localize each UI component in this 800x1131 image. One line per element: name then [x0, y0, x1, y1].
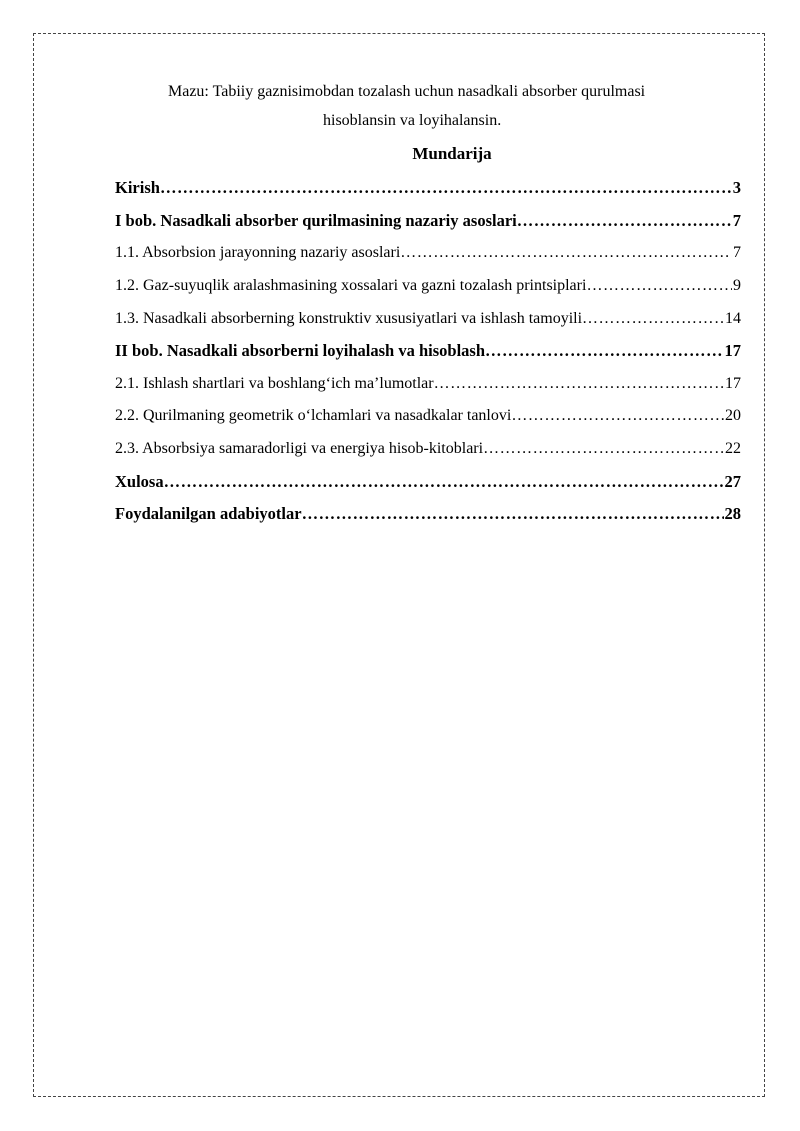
toc-entry-title: I bob. Nasadkali absorber qurilmasining nazariy asoslari — [115, 210, 517, 230]
topic-line-2: hisoblansin va loyihalansin. — [323, 112, 502, 129]
toc-dot-leader — [434, 375, 724, 393]
toc-entry-title: 1.1. Absorbsion jarayonning nazariy asoslari — [115, 244, 401, 262]
toc-entry-page: 14 — [725, 309, 741, 327]
toc-entry-page: 28 — [724, 504, 741, 524]
toc-entry-page: 3 — [732, 178, 741, 198]
toc-dot-leader — [517, 211, 732, 231]
toc-entry — [115, 205, 741, 238]
toc-entry-page: 9 — [733, 277, 741, 295]
toc-entry-title: II bob. Nasadkali absorberni loyihalash va hisoblash — [115, 341, 486, 361]
document-topic — [0, 77, 800, 135]
toc-entry-page: 20 — [725, 407, 741, 425]
toc-entry — [115, 172, 741, 205]
toc-entry-title: Foydalanilgan adabiyotlar — [115, 504, 302, 524]
toc-entry — [115, 433, 741, 466]
toc-entry-page: 7 — [733, 244, 741, 262]
toc-dot-leader — [586, 277, 732, 295]
toc-entry-title: 1.2. Gaz-suyuqlik aralashmasining xossalari va gazni tozalash printsiplari — [115, 277, 587, 295]
toc-dot-leader — [164, 472, 724, 492]
toc-entry-title: 1.3. Nasadkali absorberning konstruktiv xususiyatlari va ishlash tamoyili — [115, 309, 583, 327]
toc-entry — [115, 302, 741, 335]
toc-entry — [115, 368, 741, 401]
toc-entry-page: 7 — [732, 210, 741, 230]
toc-entry-page: 17 — [725, 374, 741, 392]
toc-entry-title: 2.1. Ishlash shartlari va boshlang‘ich ma’lumotlar — [115, 374, 434, 392]
toc-dot-leader — [160, 178, 732, 198]
toc-dot-leader — [400, 244, 732, 262]
toc-entry-title: Kirish — [115, 178, 160, 198]
toc-entry-title: 2.2. Qurilmaning geometrik o‘lchamlari va nasadkalar tanlovi — [115, 407, 512, 425]
toc-entry-title: 2.3. Absorbsiya samaradorligi va energiya hisob-kitoblari — [115, 440, 484, 458]
toc-dot-leader — [485, 341, 723, 361]
toc-entry-page: 27 — [724, 471, 741, 491]
toc-dot-leader — [582, 310, 724, 328]
toc-entry — [115, 237, 741, 270]
toc-dot-leader — [483, 440, 724, 458]
toc-entry — [115, 465, 741, 498]
toc-entry-page: 17 — [724, 341, 741, 361]
toc-entry — [115, 335, 741, 368]
toc-entry-title: Xulosa — [115, 471, 164, 491]
toc-entry — [115, 270, 741, 303]
toc-heading: Mundarija — [412, 144, 492, 163]
toc-entry — [115, 400, 741, 433]
toc-dot-leader — [302, 504, 724, 524]
toc-dot-leader — [511, 407, 724, 425]
toc-entry — [115, 498, 741, 531]
table-of-contents — [115, 172, 741, 531]
toc-entry-page: 22 — [725, 440, 741, 458]
topic-line-1: Mazu: Tabiiy gaznisimobdan tozalash uchun nasadkali absorber qurulmasi — [168, 83, 646, 100]
